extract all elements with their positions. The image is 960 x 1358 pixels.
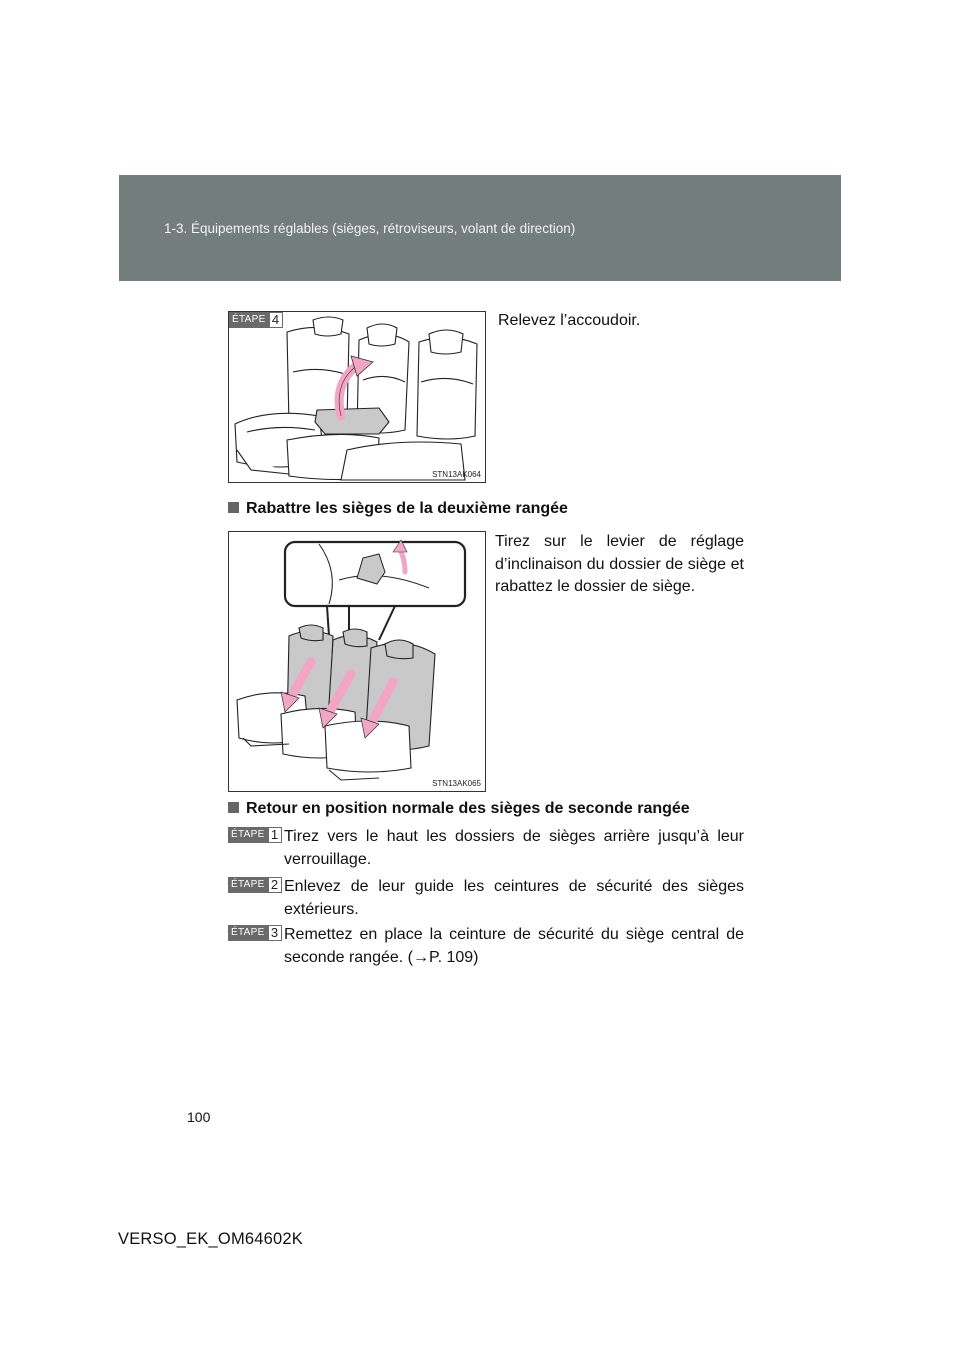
section-heading-fold [228,500,568,518]
rear-seats-fold-drawing [229,532,485,791]
section-bullet-icon [228,802,239,813]
figure-label: STN13AK064 [432,470,481,479]
step-3-text: Remettez en place la ceinture de sécurité du siège central de seconde rangée. (→P. 109) [284,926,744,966]
armrest-illustration [228,311,486,483]
section-heading-return [228,800,690,818]
step-badge-1 [228,827,282,843]
fold-caption: Tirez sur le levier de réglage d’inclinaison du dossier de siège et rabattez le dossier de siège. [495,533,744,595]
figure-label: STN13AK065 [432,779,481,788]
step-badge-3 [228,925,282,941]
page-number: 100 [187,1109,211,1125]
step-badge [229,312,283,328]
rear-seat-armrest-drawing [229,312,485,482]
document-code: VERSO_EK_OM64602K [118,1230,303,1248]
section-bullet-icon [228,502,239,513]
step-word: ÉTAPE [229,312,269,328]
header-band [119,175,841,281]
heading-text: Rabattre les sièges de la deuxième rangée [246,500,568,517]
armrest-caption: Relevez l’accoudoir. [498,312,641,329]
fold-seats-illustration [228,531,486,792]
step-number: 2 [268,877,282,893]
step-word: ÉTAPE [228,877,268,893]
step-word: ÉTAPE [228,925,268,941]
step-word: ÉTAPE [228,827,268,843]
section-title: 1-3. Équipements réglables (sièges, rétroviseurs, volant de direction) [164,221,576,236]
step-number: 3 [268,925,282,941]
step-number: 4 [269,312,283,328]
step-2-text: Enlevez de leur guide les ceintures de sécurité des sièges extérieurs. [284,878,744,918]
step-1-text: Tirez vers le haut les dossiers de sièges arrière jusqu’à leur verrouillage. [284,828,744,868]
step-badge-2 [228,877,282,893]
heading-text: Retour en position normale des sièges de seconde rangée [246,800,690,817]
step-number: 1 [268,827,282,843]
